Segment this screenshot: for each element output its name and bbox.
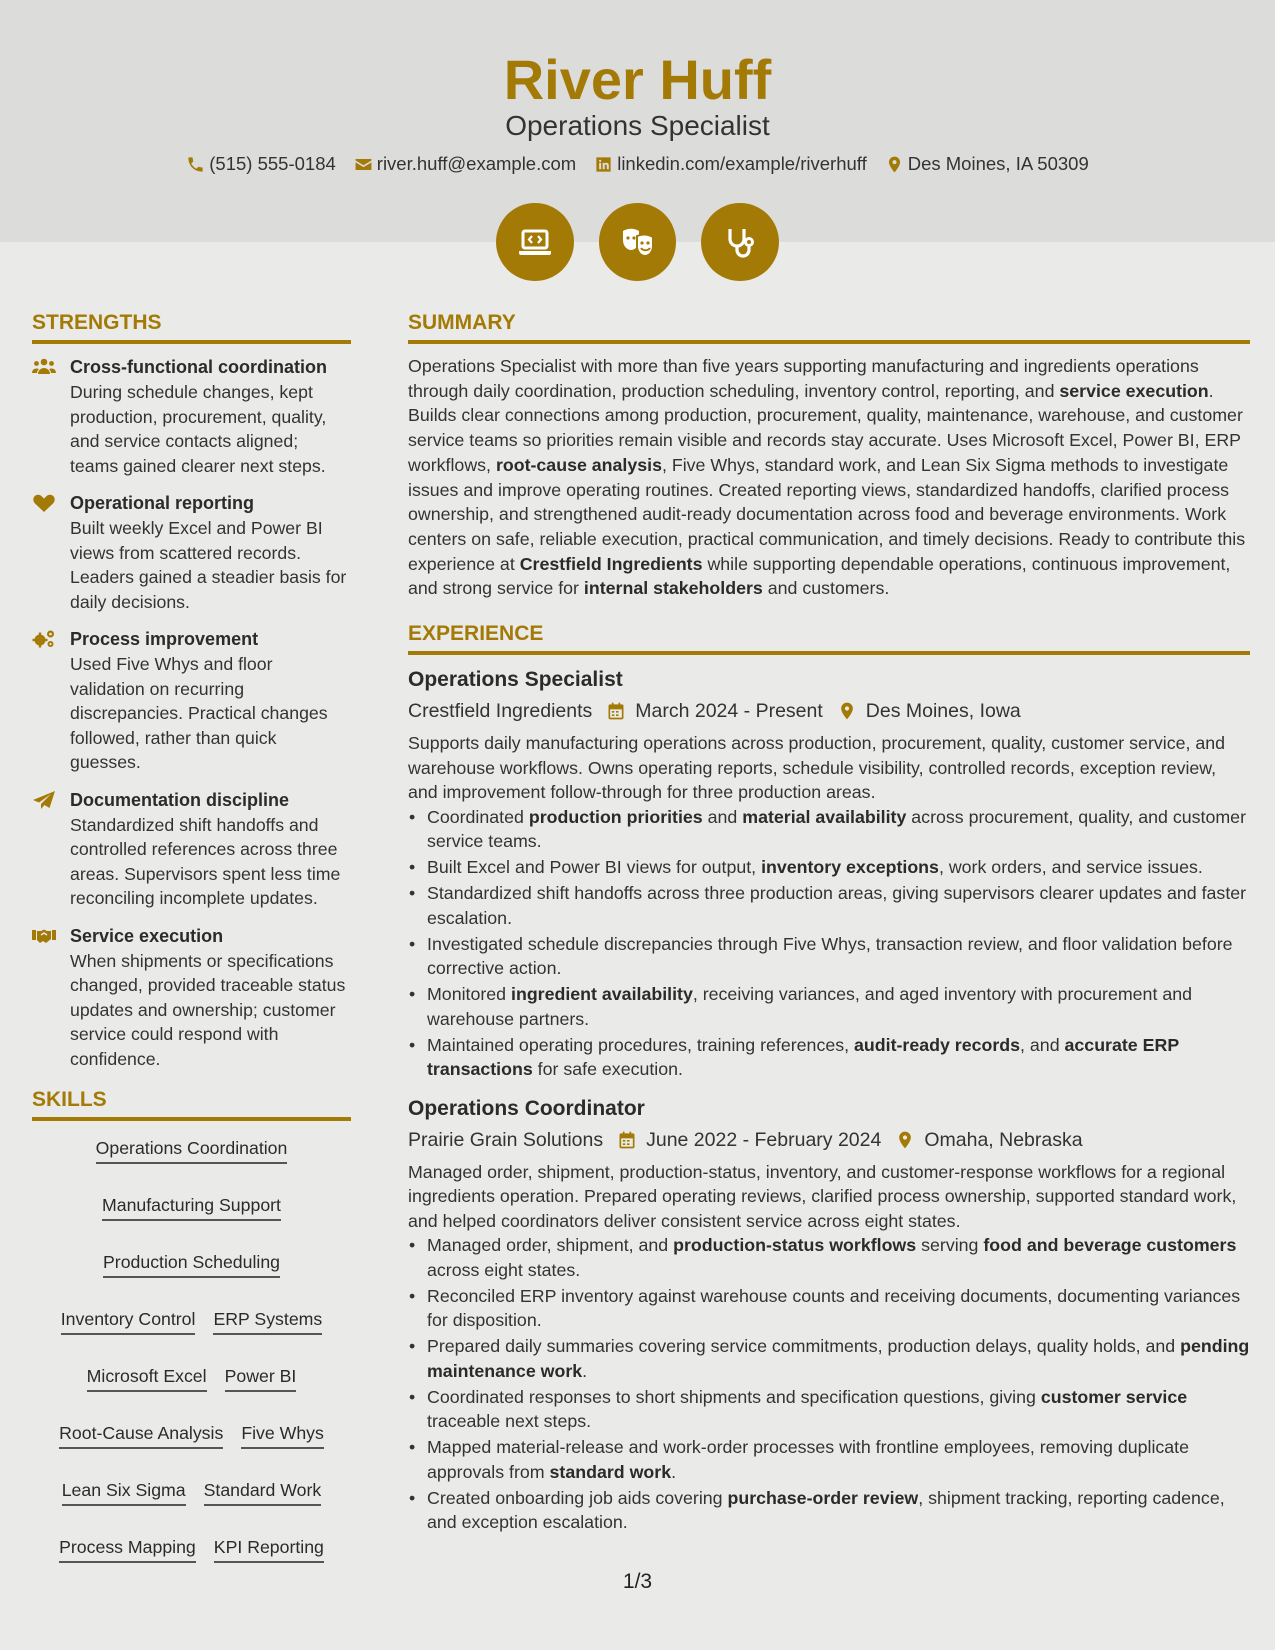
job-location: Omaha, Nebraska <box>924 1128 1083 1151</box>
strength-item <box>32 490 351 614</box>
theater-masks-icon <box>618 222 658 262</box>
laptop-code-icon <box>515 222 555 262</box>
contact-email[interactable] <box>354 151 576 177</box>
job-bullet: • Built Excel and Power BI views for output, inventory exceptions, work orders, and service issues. <box>408 855 1250 880</box>
calendar-icon <box>606 701 626 721</box>
job-bullet: • Coordinated production priorities and material availability across procurement, quality, and customer service teams. <box>408 805 1250 854</box>
strength-item <box>32 923 351 1072</box>
envelope-icon <box>354 155 373 174</box>
skill-tag: Standard Work <box>204 1477 322 1506</box>
interest-badges <box>496 203 779 281</box>
users-icon <box>32 354 70 478</box>
heart-icon <box>32 490 70 614</box>
contact-linkedin[interactable] <box>594 151 867 177</box>
skills-heading: SKILLS <box>32 1083 351 1121</box>
experience-list <box>408 665 1250 1535</box>
job-meta <box>408 1124 1250 1156</box>
job-location: Des Moines, Iowa <box>865 700 1021 723</box>
job-bullet: • Coordinated responses to short shipments and specification questions, giving customer service traceable next steps. <box>408 1385 1250 1434</box>
job-bullet: • Managed order, shipment, and production-status workflows serving food and beverage customers across eight states. <box>408 1233 1250 1282</box>
job-company: Crestfield Ingredients <box>408 700 593 723</box>
skill-tag: Inventory Control <box>61 1306 196 1335</box>
job-bullet: • Prepared daily summaries covering service commitments, production delays, quality holds, and pending maintenance work. <box>408 1334 1250 1383</box>
job-bullet: • Monitored ingredient availability, receiving variances, and aged inventory with procurement and warehouse partners. <box>408 982 1250 1031</box>
strength-title: Process improvement <box>70 629 259 649</box>
skill-tag: Lean Six Sigma <box>62 1477 186 1506</box>
strength-desc: When shipments or specifications changed, provided traceable status updates and ownership; customer service could respond with confidence. <box>70 950 346 1069</box>
summary-heading: SUMMARY <box>408 306 1250 344</box>
job-bullets <box>408 1233 1250 1535</box>
map-marker-icon <box>895 1130 915 1150</box>
paper-plane-icon <box>32 787 70 911</box>
badge-laptop <box>496 203 574 281</box>
job-bullet: • Investigated schedule discrepancies through Five Whys, transaction review, and floor validation before corrective action. <box>408 932 1250 981</box>
badge-stethoscope <box>701 203 779 281</box>
skill-tag: ERP Systems <box>213 1306 322 1335</box>
right-column <box>408 306 1250 1547</box>
job-meta <box>408 695 1250 727</box>
strength-desc: Used Five Whys and floor validation on recurring discrepancies. Practical changes followed, rather than quick guesses. <box>70 654 328 772</box>
job-dates: June 2022 - February 2024 <box>646 1128 882 1151</box>
skill-tag: Operations Coordination <box>96 1135 288 1164</box>
map-marker-icon <box>837 701 857 721</box>
email-text: river.huff@example.com <box>376 153 577 174</box>
location-text: Des Moines, IA 50309 <box>907 153 1089 174</box>
skill-tag: Production Scheduling <box>103 1249 280 1278</box>
badge-masks <box>599 203 677 281</box>
job-bullet: • Reconciled ERP inventory against warehouse counts and receiving documents, documenting variances for disposition. <box>408 1284 1250 1333</box>
skill-tag: Microsoft Excel <box>87 1363 207 1392</box>
strength-item <box>32 626 351 775</box>
job-description: Supports daily manufacturing operations across production, procurement, quality, customer service, and warehouse workflows. Owns operating reports, schedule visibility, controlled records, exception review, and improvement follow-through for three production areas. <box>408 733 1226 803</box>
candidate-title: Operations Specialist <box>505 110 770 141</box>
job-bullets <box>408 805 1250 1082</box>
skill-tag: Power BI <box>225 1363 297 1392</box>
strength-desc: Standardized shift handoffs and controlled references across three areas. Supervisors spent less time reconciling incomplete updates. <box>70 814 341 908</box>
map-marker-icon <box>885 155 904 174</box>
skill-tag: Root-Cause Analysis <box>59 1420 223 1449</box>
strength-item <box>32 787 351 911</box>
skill-tag: Process Mapping <box>59 1534 196 1563</box>
cogs-icon <box>32 626 70 775</box>
skill-tag: Manufacturing Support <box>102 1192 281 1221</box>
handshake-icon <box>32 923 70 1072</box>
job-title: Operations Specialist <box>408 668 623 692</box>
job-dates: March 2024 - Present <box>635 700 823 723</box>
strength-title: Operational reporting <box>70 493 255 513</box>
job-bullet: • Mapped material-release and work-order processes with frontline employees, removing duplicate approvals from standard work. <box>408 1435 1250 1484</box>
job-bullet: • Maintained operating procedures, training references, audit-ready records, and accurate ERP transactions for safe execution. <box>408 1033 1250 1082</box>
job-description: Managed order, shipment, production-status, inventory, and customer-response workflows for a regional ingredients operation. Prepared operating reviews, clarified process ownership, supported standard work, and helped coordinators deliver consistent service across eight states. <box>408 1161 1237 1231</box>
skill-tag: KPI Reporting <box>214 1534 324 1563</box>
phone-text: (515) 555-0184 <box>209 153 336 174</box>
job-bullet: • Standardized shift handoffs across three production areas, giving supervisors clearer updates and faster escalation. <box>408 881 1250 930</box>
experience-heading: EXPERIENCE <box>408 617 1250 655</box>
linkedin-icon <box>594 155 613 174</box>
strength-desc: During schedule changes, kept production, procurement, quality, and service contacts aligned; teams gained clearer next steps. <box>70 382 327 476</box>
contact-phone[interactable] <box>186 151 336 177</box>
strength-desc: Built weekly Excel and Power BI views from scattered records. Leaders gained a steadier basis for daily decisions. <box>70 518 347 612</box>
candidate-name: River Huff <box>503 48 772 111</box>
strengths-heading: STRENGTHS <box>32 306 351 344</box>
strength-item <box>32 354 351 478</box>
left-column <box>32 306 351 1563</box>
calendar-icon <box>617 1130 637 1150</box>
job-company: Prairie Grain Solutions <box>408 1128 604 1151</box>
skills-list <box>32 1131 351 1563</box>
linkedin-text: linkedin.com/example/riverhuff <box>617 153 867 174</box>
strength-title: Cross-functional coordination <box>70 357 328 377</box>
job-entry <box>408 1094 1250 1535</box>
strength-title: Service execution <box>70 925 224 946</box>
strength-title: Documentation discipline <box>70 789 290 810</box>
job-bullet: • Created onboarding job aids covering purchase-order review, shipment tracking, reporting cadence, and exception escalation. <box>408 1486 1250 1535</box>
stethoscope-icon <box>720 222 760 262</box>
page-number: 1/3 <box>622 1570 653 1593</box>
contact-bar <box>0 151 1275 177</box>
contact-location <box>885 151 1089 177</box>
job-title: Operations Coordinator <box>408 1096 645 1120</box>
phone-icon <box>186 155 205 174</box>
strengths-list <box>32 354 351 1071</box>
summary-text: Operations Specialist with more than five years supporting manufacturing and ingredients operations through daily coordination, production scheduling, inventory control, reporting, and service execution. Builds clear connections among production, procurement, quality, maintenance, warehouse, and customer service teams so priorities remain visible and records stay accurate. Uses Microsoft Excel, Power BI, ERP workflows, root-cause analysis, Five Whys, standard work, and Lean Six Sigma methods to investigate issues and improve operating routines. Created reporting views, standardized handoffs, clarified process ownership, and strengthened audit-ready documentation across food and beverage environments. Work centers on safe, reliable execution, practical communication, and timely decisions. Ready to contribute this experience at Crestfield Ingredients while supporting dependable operations, continuous improvement, and strong service for internal stakeholders and customers. <box>408 356 1246 599</box>
skill-tag: Five Whys <box>241 1420 324 1449</box>
job-entry <box>408 665 1250 1082</box>
